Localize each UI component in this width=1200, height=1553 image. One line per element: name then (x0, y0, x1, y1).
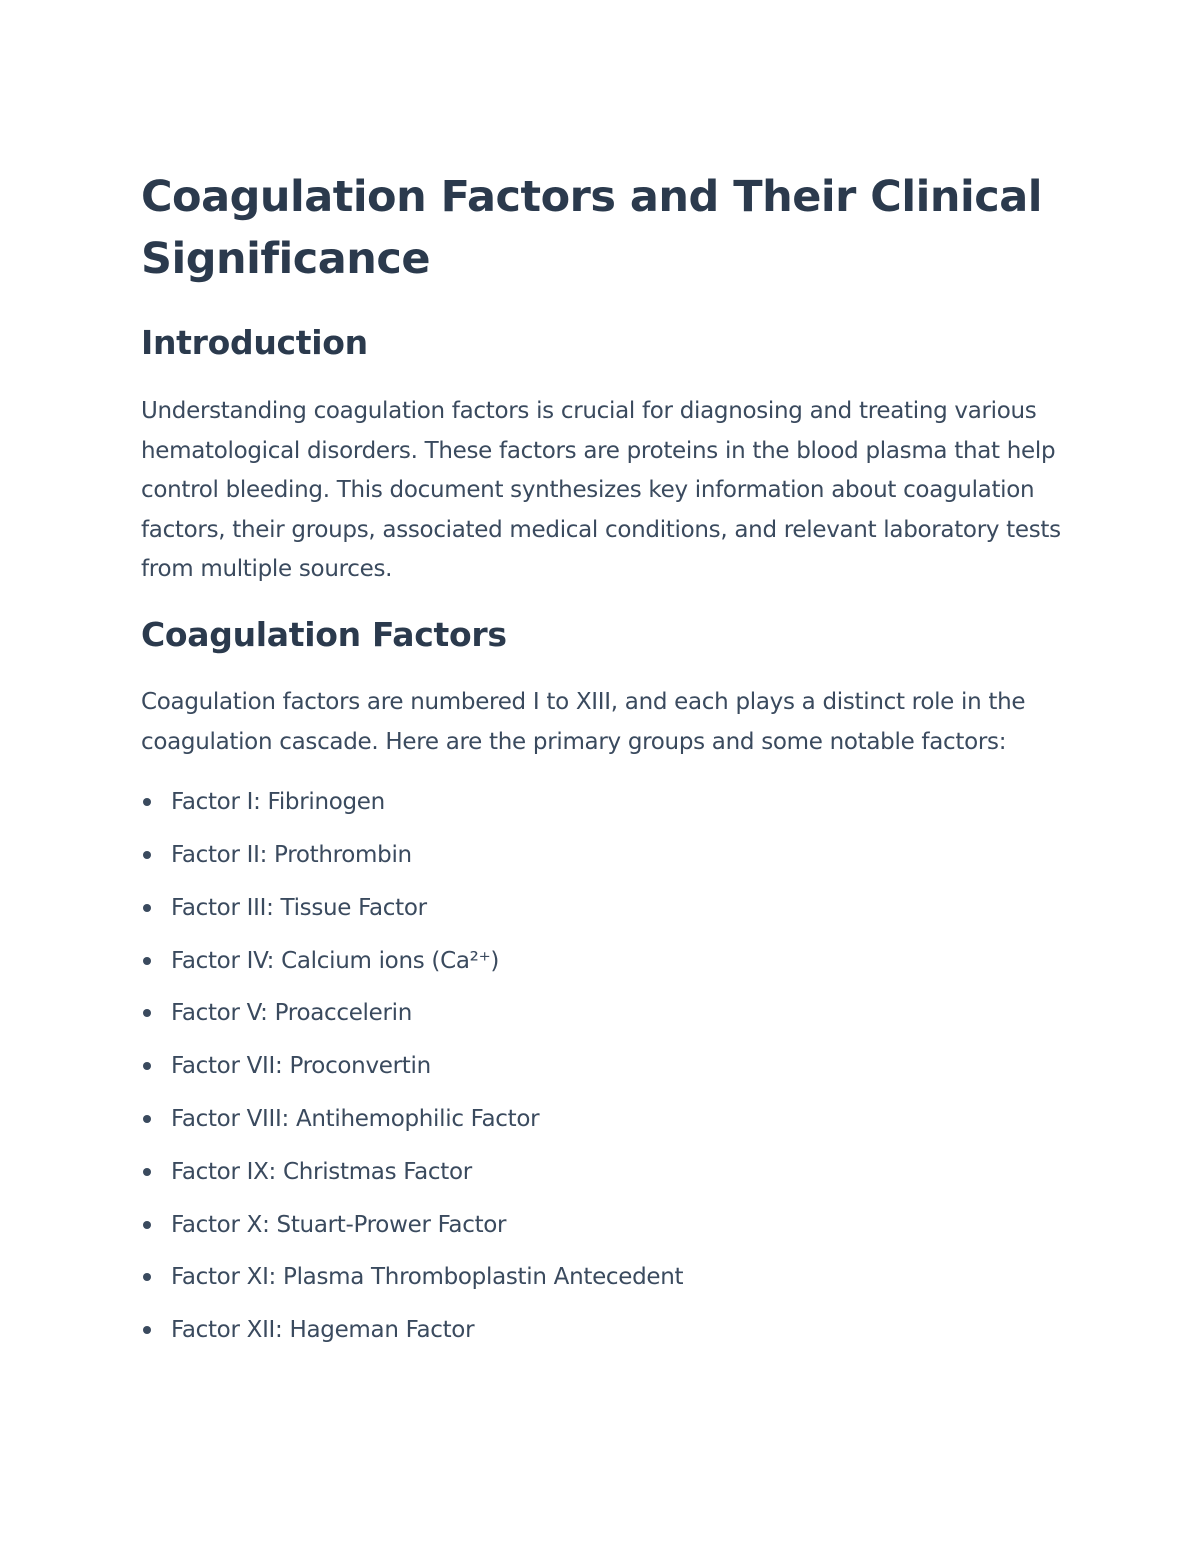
list-item (141, 776, 1071, 829)
bullet-icon (143, 1273, 151, 1281)
bullet-icon (143, 1062, 151, 1070)
document-page (141, 166, 1071, 1357)
list-item-text: Factor VII: Proconvertin (171, 1053, 431, 1080)
list-item (141, 987, 1071, 1040)
section-heading-coagulation-factors: Coagulation Factors (141, 614, 507, 654)
bullet-icon (143, 1168, 151, 1176)
list-item-text: Factor IX: Christmas Factor (171, 1158, 472, 1185)
bullet-icon (143, 1326, 151, 1334)
factor-list (141, 776, 1071, 1357)
coagulation-factors-paragraph: Coagulation factors are numbered I to XIII, and each plays a distinct role in the coagulation cascade. Here are the primary groups and some notable factors: (141, 688, 1026, 755)
list-item-text: Factor V: Proaccelerin (171, 1000, 413, 1027)
list-item (141, 1304, 1071, 1357)
bullet-icon (143, 904, 151, 912)
bullet-icon (143, 1009, 151, 1017)
list-item-text: Factor XI: Plasma Thromboplastin Antecedent (171, 1264, 684, 1291)
list-item-text: Factor I: Fibrinogen (171, 789, 385, 816)
bullet-icon (143, 851, 151, 859)
document-title: Coagulation Factors and Their Clinical Significance (141, 172, 1042, 284)
list-item-text: Factor III: Tissue Factor (171, 894, 427, 921)
bullet-icon (143, 1221, 151, 1229)
list-item (141, 1040, 1071, 1093)
bullet-icon (143, 1115, 151, 1123)
introduction-paragraph: Understanding coagulation factors is crucial for diagnosing and treating various hematological disorders. These factors are proteins in the blood plasma that help control bleeding. This document synthesizes key information about coagulation factors, their groups, associated medical conditions, and relevant laboratory tests from multiple sources. (141, 398, 1061, 583)
list-item (141, 1251, 1071, 1304)
list-item-text: Factor IV: Calcium ions (Ca²⁺) (171, 947, 500, 974)
list-item-text: Factor XII: Hageman Factor (171, 1317, 475, 1344)
section-heading-introduction: Introduction (141, 323, 368, 362)
list-item (141, 1093, 1071, 1146)
bullet-icon (143, 957, 151, 965)
list-item (141, 935, 1071, 988)
bullet-icon (143, 798, 151, 806)
list-item (141, 829, 1071, 882)
list-item (141, 1199, 1071, 1252)
list-item (141, 882, 1071, 935)
list-item-text: Factor VIII: Antihemophilic Factor (171, 1105, 540, 1132)
list-item-text: Factor II: Prothrombin (171, 841, 412, 868)
list-item-text: Factor X: Stuart-Prower Factor (171, 1211, 507, 1238)
list-item (141, 1146, 1071, 1199)
